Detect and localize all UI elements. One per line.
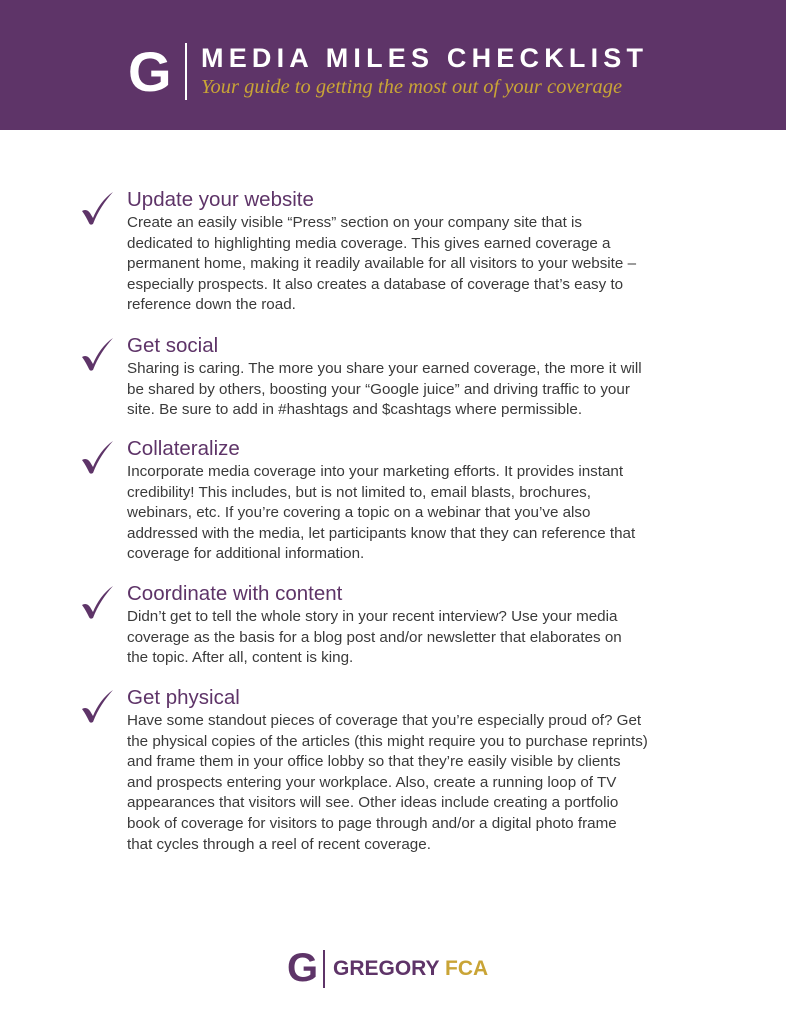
- checklist-item-title: Get social: [127, 334, 219, 357]
- body-line: the physical copies of the articles (this might require you to purchase reprints): [127, 732, 648, 750]
- checklist-item-body: [127, 607, 727, 669]
- body-line: the topic. After all, content is king.: [127, 649, 354, 667]
- body-line: coverage for additional information.: [127, 545, 365, 563]
- footer-name-gregory: GREGORY: [333, 957, 440, 980]
- body-line: dedicated to highlighting media coverage. This gives earned coverage a: [127, 234, 611, 252]
- footer-logo: [287, 948, 527, 988]
- body-line: Have some standout pieces of coverage that you’re especially proud of? Get: [127, 712, 642, 729]
- checkmark-icon: [80, 584, 114, 620]
- checklist-item-body: [127, 462, 727, 565]
- body-line: be shared by others, boosting your “Google juice” and driving traffic to your: [127, 380, 630, 398]
- gregory-logo-letter: G: [128, 40, 172, 103]
- checklist-item-body: [127, 359, 727, 421]
- body-line: and prospects entering your workplace. Also, create a running loop of TV: [127, 773, 617, 791]
- checklist-item-title: Get physical: [127, 686, 240, 709]
- body-line: appearances that visitors will see. Other ideas include creating a portfolio: [127, 794, 619, 812]
- body-line: webinars, etc. If you’re covering a topic on a webinar that you’ve also: [127, 504, 591, 522]
- body-line: addressed with the media, let participants know that they can reference that: [127, 524, 636, 542]
- page-subtitle: Your guide to getting the most out of your coverage: [201, 76, 623, 98]
- body-line: and frame them in your office lobby so that they’re easily visible by clients: [127, 753, 621, 771]
- checkmark-icon: [80, 688, 114, 724]
- page-title: MEDIA MILES CHECKLIST: [201, 43, 649, 73]
- checklist-item-body: [127, 213, 727, 316]
- body-line: that cycles through a reel of recent coverage.: [127, 835, 431, 853]
- checkmark-icon: [80, 439, 114, 475]
- footer-name-fca: FCA: [445, 957, 489, 980]
- checklist-item-title: Collateralize: [127, 437, 240, 460]
- body-line: site. Be sure to add in #hashtags and $cashtags where permissible.: [127, 401, 583, 419]
- body-line: Create an easily visible “Press” section on your company site that is: [127, 214, 582, 231]
- body-line: permanent home, making it readily available for all visitors to your website –: [127, 255, 637, 273]
- checkmark-icon: [80, 336, 114, 372]
- footer-company-name: [333, 957, 488, 981]
- checklist-item-title: Coordinate with content: [127, 582, 343, 605]
- header-divider: [185, 43, 187, 100]
- body-line: especially prospects. It also creates a database of coverage that’s easy to: [127, 275, 624, 293]
- checklist-item-title: Update your website: [127, 188, 314, 211]
- body-line: book of coverage for visitors to page through and/or a digital photo frame: [127, 814, 617, 832]
- header-banner: [0, 0, 786, 130]
- body-line: Sharing is caring. The more you share your earned coverage, the more it will: [127, 360, 642, 377]
- body-line: coverage as the basis for a blog post and/or newsletter that elaborates on: [127, 628, 622, 646]
- body-line: credibility! This includes, but is not limited to, email blasts, brochures,: [127, 483, 591, 501]
- checkmark-icon: [80, 190, 114, 226]
- body-line: Incorporate media coverage into your marketing efforts. It provides instant: [127, 463, 624, 480]
- footer-divider: [323, 950, 325, 988]
- checklist-item-body: [127, 711, 727, 855]
- body-line: reference down the road.: [127, 296, 296, 314]
- body-line: Didn’t get to tell the whole story in your recent interview? Use your media: [127, 608, 618, 625]
- footer-logo-letter: G: [287, 946, 319, 990]
